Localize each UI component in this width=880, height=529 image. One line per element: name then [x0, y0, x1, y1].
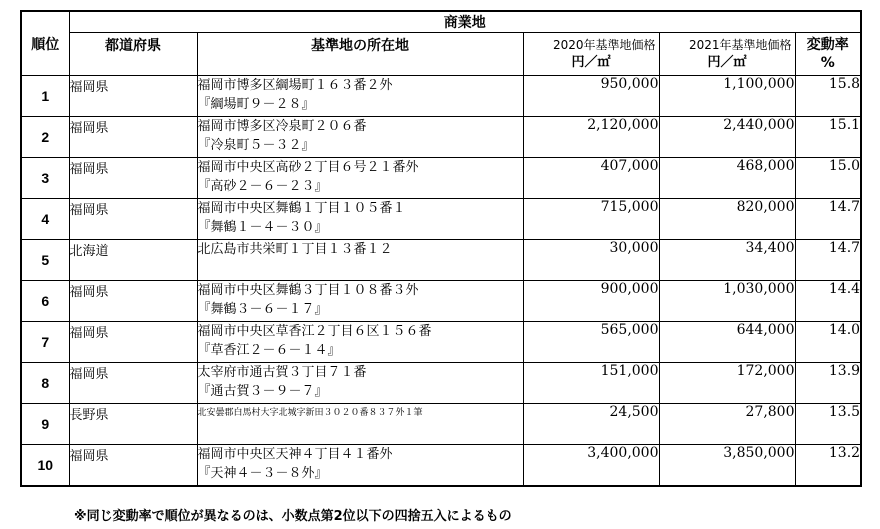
row-price-2020: 565,000	[523, 322, 659, 363]
header-price-2021-unit: 円／㎡	[707, 55, 747, 70]
row-address-line1: 北安曇郡白馬村大字北城字新田３０２０番８３７外１筆	[197, 408, 423, 418]
header-group-commercial: 商業地	[69, 11, 861, 33]
table-row	[21, 363, 861, 404]
row-price-2021: 820,000	[659, 199, 795, 240]
ranking-table-container	[20, 10, 862, 487]
row-price-2020: 30,000	[523, 240, 659, 281]
row-address-line1: 福岡市中央区高砂２丁目６号２１番外	[197, 160, 419, 175]
row-price-2021: 172,000	[659, 363, 795, 404]
row-prefecture: 長野県	[69, 404, 197, 445]
row-rank: 2	[21, 117, 69, 158]
row-address	[197, 117, 523, 158]
row-price-2020: 151,000	[523, 363, 659, 404]
header-change-unit: %	[820, 55, 835, 71]
row-prefecture: 福岡県	[69, 445, 197, 486]
row-rank: 6	[21, 281, 69, 322]
footnote: ※同じ変動率で順位が異なるのは、小数点第2位以下の四捨五入によるもの	[74, 509, 512, 524]
row-address-line1: 福岡市博多区冷泉町２０６番	[197, 119, 367, 134]
row-rank: 5	[21, 240, 69, 281]
table-row	[21, 240, 861, 281]
header-price-2020-unit: 円／㎡	[571, 55, 611, 70]
table-row	[21, 281, 861, 322]
row-address-line2: 『通古賀３－９－７』	[197, 384, 328, 399]
row-rank: 7	[21, 322, 69, 363]
row-price-2021: 1,030,000	[659, 281, 795, 322]
row-price-2020: 900,000	[523, 281, 659, 322]
row-change: 13.2	[795, 445, 861, 486]
row-change: 15.1	[795, 117, 861, 158]
row-rank: 4	[21, 199, 69, 240]
row-price-2020: 24,500	[523, 404, 659, 445]
header-prefecture: 都道府県	[69, 33, 197, 76]
table-row	[21, 199, 861, 240]
row-prefecture: 福岡県	[69, 363, 197, 404]
header-change-label: 変動率	[806, 37, 849, 53]
row-address	[197, 281, 523, 322]
row-address	[197, 76, 523, 117]
row-address	[197, 240, 523, 281]
row-address	[197, 322, 523, 363]
row-address-line2: 『冷泉町５－３２』	[197, 138, 315, 153]
row-price-2021: 1,100,000	[659, 76, 795, 117]
row-rank: 10	[21, 445, 69, 486]
row-change: 14.0	[795, 322, 861, 363]
row-price-2020: 715,000	[523, 199, 659, 240]
row-address-line1: 太宰府市通古賀３丁目７１番	[197, 365, 367, 380]
row-address	[197, 445, 523, 486]
row-prefecture: 福岡県	[69, 158, 197, 199]
row-address-line2: 『綱場町９－２８』	[197, 97, 315, 112]
row-address-line2: 『高砂２－６－２３』	[197, 179, 328, 194]
row-price-2020: 407,000	[523, 158, 659, 199]
row-address-line1: 福岡市中央区舞鶴１丁目１０５番１	[197, 201, 406, 216]
row-prefecture: 福岡県	[69, 322, 197, 363]
row-address-line1: 福岡市中央区舞鶴３丁目１０８番３外	[197, 283, 419, 298]
row-address-line2: 『草香江２－６－１４』	[197, 343, 341, 358]
row-price-2020: 2,120,000	[523, 117, 659, 158]
row-change: 14.4	[795, 281, 861, 322]
row-price-2021: 644,000	[659, 322, 795, 363]
table-row	[21, 76, 861, 117]
row-address-line1: 福岡市中央区天神４丁目４１番外	[197, 447, 393, 462]
row-prefecture: 福岡県	[69, 76, 197, 117]
row-address-line2: 『天神４－３－８外』	[197, 466, 328, 481]
row-change: 15.0	[795, 158, 861, 199]
row-price-2021: 468,000	[659, 158, 795, 199]
row-price-2021: 2,440,000	[659, 117, 795, 158]
row-rank: 1	[21, 76, 69, 117]
row-price-2020: 950,000	[523, 76, 659, 117]
header-change	[795, 33, 861, 76]
row-change: 14.7	[795, 240, 861, 281]
header-location: 基準地の所在地	[197, 33, 523, 76]
row-address	[197, 363, 523, 404]
row-address	[197, 158, 523, 199]
header-price-2021	[659, 33, 795, 76]
row-prefecture: 福岡県	[69, 281, 197, 322]
row-address-line2: 『舞鶴１－４－３０』	[197, 220, 328, 235]
row-change: 15.8	[795, 76, 861, 117]
header-price-2020-label: 2020年基準地価格	[552, 38, 656, 52]
row-change: 13.5	[795, 404, 861, 445]
row-address-line1: 福岡市博多区綱場町１６３番２外	[197, 78, 393, 93]
header-price-2020	[523, 33, 659, 76]
row-price-2021: 34,400	[659, 240, 795, 281]
row-price-2021: 3,850,000	[659, 445, 795, 486]
row-rank: 3	[21, 158, 69, 199]
row-address	[197, 199, 523, 240]
row-prefecture: 福岡県	[69, 199, 197, 240]
table-row	[21, 322, 861, 363]
row-prefecture: 北海道	[69, 240, 197, 281]
row-change: 14.7	[795, 199, 861, 240]
table-row	[21, 158, 861, 199]
header-rank: 順位	[21, 11, 69, 76]
row-prefecture: 福岡県	[69, 117, 197, 158]
row-rank: 8	[21, 363, 69, 404]
header-price-2021-label: 2021年基準地価格	[688, 38, 792, 52]
row-rank: 9	[21, 404, 69, 445]
row-address-line1: 北広島市共栄町１丁目１３番１２	[197, 242, 393, 257]
row-price-2020: 3,400,000	[523, 445, 659, 486]
table-row	[21, 445, 861, 486]
table-row	[21, 117, 861, 158]
row-price-2021: 27,800	[659, 404, 795, 445]
row-address	[197, 404, 523, 445]
row-change: 13.9	[795, 363, 861, 404]
row-address-line1: 福岡市中央区草香江２丁目６区１５６番	[197, 324, 432, 339]
row-address-line2: 『舞鶴３－６－１７』	[197, 302, 328, 317]
land-price-ranking-table	[20, 10, 862, 487]
table-row	[21, 404, 861, 445]
